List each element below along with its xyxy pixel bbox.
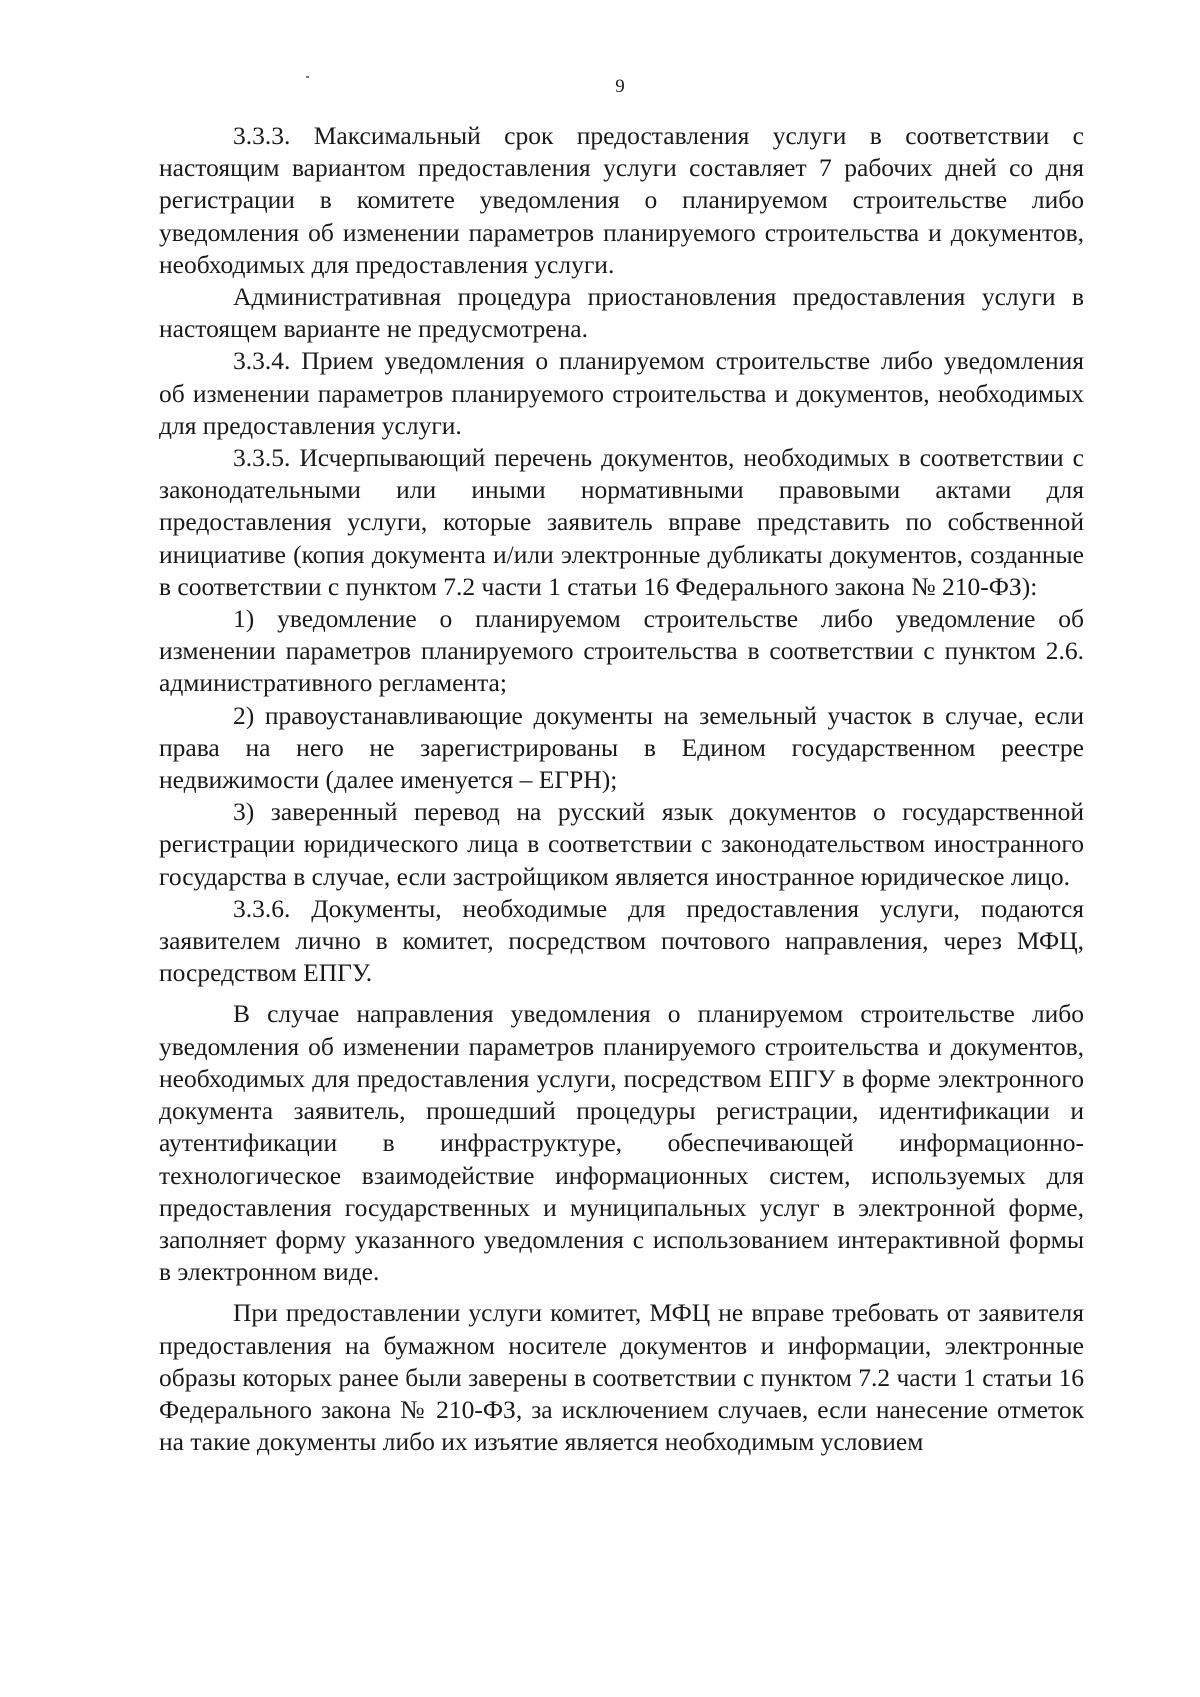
paragraph-epgu-submission: В случае направления уведомления о планируемом строительстве либо уведомления об изменении параметров планируемого строительства и документов, необходимых для предоставления услуги, посредством ЕПГУ в форме электронного документа заявитель, прошедший процедуры регистрации, идентификации и аутентификации в инфраструктуре, обеспечивающей информационно-технологическое взаимодействие информационных систем, используемых для предоставления государственных и муниципальных услуг в электронной форме, заполняет форму указанного уведомления с использованием интерактивной формы в электронном виде. [159, 999, 1084, 1287]
list-item-1: 1) уведомление о планируемом строительстве либо уведомление об изменении параметров планируемого строительства в соответствии с пунктом 2.6. административного регламента; [159, 604, 1084, 698]
paragraph-3-3-5: 3.3.5. Исчерпывающий перечень документов, необходимых в соответствии с законодательными или иными нормативными правовыми актами для предоставления услуги, которые заявитель вправе представить по собственной инициативе (копия документа и/или электронные дубликаты документов, созданные в соответствии с пунктом 7.2 части 1 статьи 16 Федерального закона № 210-ФЗ): [159, 443, 1084, 601]
paragraph-suspension-procedure: Административная процедура приостановления предоставления услуги в настоящем варианте не предусмотрена. [159, 282, 1084, 344]
list-item-3: 3) заверенный перевод на русский язык документов о государственной регистрации юридического лица в соответствии с законодательством иностранного государства в случае, если застройщиком является иностранное юридическое лицо. [159, 797, 1084, 891]
paragraph-no-paper-requirement: При предоставлении услуги комитет, МФЦ не вправе требовать от заявителя предоставления на бумажном носителе документов и информации, электронные образы которых ранее были заверены в соответствии с пунктом 7.2 части 1 статьи 16 Федерального закона № 210-ФЗ, за исключением случаев, если нанесение отметок на такие документы либо их изъятие является необходимым условием [159, 1298, 1084, 1457]
paragraph-3-3-4: 3.3.4. Прием уведомления о планируемом строительстве либо уведомления об изменении параметров планируемого строительства и документов, необходимых для предоставления услуги. [159, 346, 1084, 440]
paragraph-3-3-3: 3.3.3. Максимальный срок предоставления услуги в соответствии с настоящим вариантом предоставления услуги составляет 7 рабочих дней со дня регистрации в комитете уведомления о планируемом строительстве либо уведомления об изменении параметров планируемого строительства и документов, необходимых для предоставления услуги. [159, 121, 1084, 279]
paragraph-3-3-6: 3.3.6. Документы, необходимые для предоставления услуги, подаются заявителем лично в комитет, посредством почтового направления, через МФЦ, посредством ЕПГУ. [159, 893, 1084, 988]
document-body [159, 120, 1084, 1458]
list-item-2: 2) правоустанавливающие документы на земельный участок в случае, если права на него не зарегистрированы в Едином государственном реестре недвижимости (далее именуется – ЕГРН); [159, 700, 1084, 795]
page-number: 9 [615, 76, 625, 97]
